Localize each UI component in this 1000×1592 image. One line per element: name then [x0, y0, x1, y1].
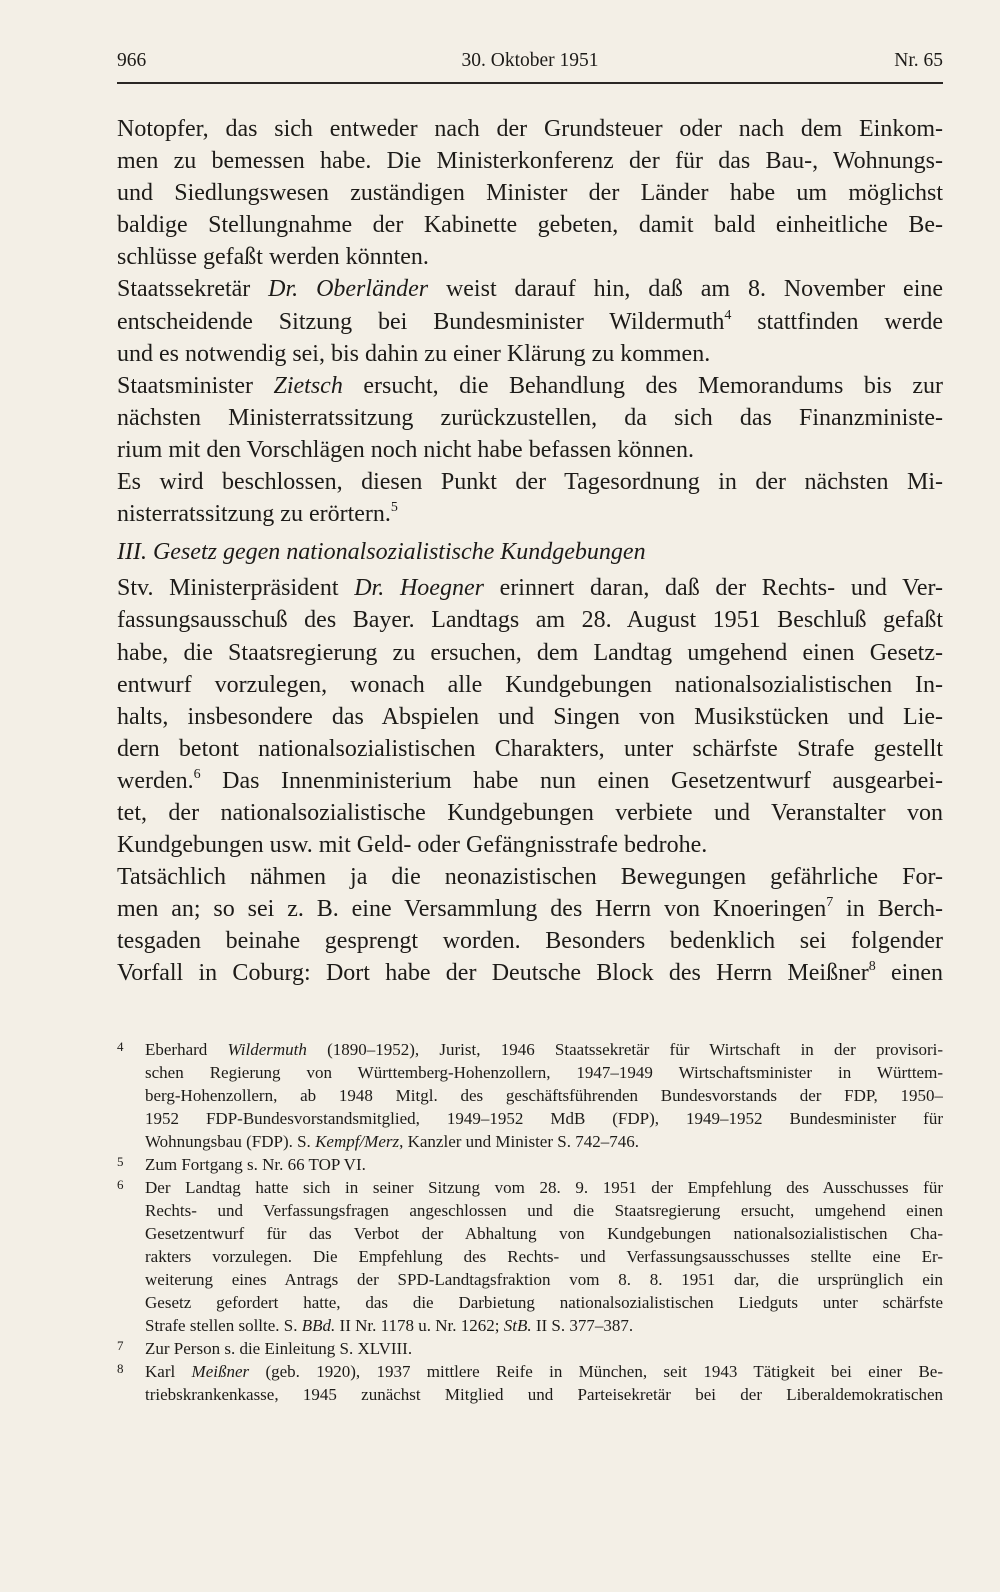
- text-line: nisterratssitzung zu erörtern.$^5$: [117, 500, 398, 528]
- footnote-ref: 6: [193, 766, 201, 782]
- text-line: nächsten Ministerratssitzung zurückzustellen, da sich das Finanzministe-: [117, 404, 943, 431]
- text-line: Stv. Ministerpräsident Dr. Hoegner erinnert daran, daß der Rechts- und Ver-: [117, 575, 943, 602]
- footnote-number: 5: [117, 1154, 124, 1169]
- footnote-number: 6: [117, 1177, 124, 1192]
- footnote-ref: 7: [826, 895, 834, 911]
- footnote-number: 7: [117, 1338, 124, 1353]
- text-line: Staatssekretär Dr. Oberländer weist darauf hin, daß am 8. November eine: [117, 276, 943, 303]
- text-line: halts, insbesondere das Abspielen und Singen von Musikstücken und Lie-: [117, 703, 943, 730]
- person-name: Dr. Oberländer: [268, 276, 429, 303]
- text-line: Vorfall in Coburg: Dort habe der Deutsche Block des Herrn Meißner$^8$ einen: [117, 959, 943, 987]
- text-line: Notopfer, das sich entweder nach der Grundsteuer oder nach dem Einkom-: [117, 116, 943, 142]
- footnote-4: [117, 1038, 943, 1153]
- footnote-line: rakters vorzulegen. Die Empfehlung des Rechts- und Verfassungsausschusses stellte eine Er-: [145, 1247, 943, 1266]
- text-line: fassungsausschuß des Bayer. Landtags am 28. August 1951 Beschluß gefaßt: [117, 607, 943, 634]
- text-line: men an; so sei z. B. eine Versammlung des Herrn von Knoeringen$^7$ in Berch-: [117, 895, 943, 923]
- footnote-7: [117, 1337, 943, 1360]
- section-heading: III. Gesetz gegen nationalsozialistische Kundgebungen: [117, 539, 646, 566]
- text-line: tesgaden beinahe gesprengt worden. Besonders bedenklich sei folgender: [117, 928, 943, 955]
- footnote-line: Zur Person s. die Einleitung S. XLVIII.: [145, 1339, 413, 1358]
- footnote-5: [117, 1153, 943, 1176]
- text-line: entscheidende Sitzung bei Bundesminister Wildermuth$^4$ stattfinden werde: [117, 307, 943, 335]
- text-line: baldige Stellungnahme der Kabinette gebeten, damit bald einheitliche Be-: [117, 212, 943, 239]
- person-name: Dr. Hoegner: [354, 575, 484, 602]
- footnote-ref: 4: [724, 307, 732, 323]
- footnote-line: Karl Meißner (geb. 1920), 1937 mittlere Reife in München, seit 1943 Tätigkeit bei einer Be-: [145, 1362, 943, 1381]
- footnote-ref: 5: [390, 500, 398, 516]
- footnote-line: Strafe stellen sollte. S. BBd. II Nr. 1178 u. Nr. 1262; StB. II S. 377–387.: [145, 1316, 634, 1335]
- footnote-8: [117, 1360, 943, 1406]
- text-line: werden.$^6$ Das Innenministerium habe nun einen Gesetzentwurf ausgearbei-: [117, 766, 943, 794]
- footnote-line: Zum Fortgang s. Nr. 66 TOP VI.: [145, 1155, 366, 1174]
- running-header: [117, 44, 943, 78]
- text-line: tet, der nationalsozialistische Kundgebungen verbiete und Veranstalter von: [117, 799, 943, 826]
- footnote-number: 8: [117, 1361, 124, 1376]
- text-line: und es notwendig sei, bis dahin zu einer Klärung zu kommen.: [117, 340, 711, 367]
- text-line: Es wird beschlossen, diesen Punkt der Tagesordnung in der nächsten Mi-: [117, 469, 943, 496]
- main-text: [117, 113, 943, 990]
- footnotes: [117, 1038, 943, 1406]
- text-line: habe, die Staatsregierung zu ersuchen, dem Landtag umgehend einen Gesetz-: [117, 639, 943, 666]
- text-line: men zu bemessen habe. Die Ministerkonferenz der für das Bau-, Wohnungs-: [117, 148, 943, 175]
- text-line: Staatsminister Zietsch ersucht, die Behandlung des Memorandums bis zur: [117, 372, 943, 399]
- footnote-6: [117, 1176, 943, 1337]
- header-date: 30. Oktober 1951: [461, 50, 599, 71]
- footnote-line: Eberhard Wildermuth (1890–1952), Jurist, 1946 Staatssekretär für Wirtschaft in der provisori-: [145, 1040, 943, 1059]
- footnote-line: 1952 FDP-Bundesvorstandsmitglied, 1949–1952 MdB (FDP), 1949–1952 Bundesminister für: [145, 1109, 943, 1128]
- footnote-line: Rechts- und Verfassungsfragen angeschlossen und die Staatsregierung ersucht, umgehend einen: [145, 1201, 943, 1220]
- footnote-line: berg-Hohenzollern, ab 1948 Mitgl. des geschäftsführenden Bundesvorstands der FDP, 1950–: [145, 1086, 943, 1105]
- header-rule: [117, 82, 943, 84]
- footnote-ref: 8: [868, 959, 876, 975]
- footnote-line: weiterung eines Antrags der SPD-Landtagsfraktion vom 8. 8. 1951 dar, die ursprünglich ein: [145, 1270, 943, 1289]
- footnote-number: 4: [117, 1039, 124, 1054]
- text-line: Tatsächlich nähmen ja die neonazistischen Bewegungen gefährliche For-: [117, 864, 943, 891]
- document-number: Nr. 65: [894, 50, 943, 71]
- person-name: Zietsch: [273, 372, 343, 399]
- footnote-line: schen Regierung von Württemberg-Hohenzollern, 1947–1949 Wirtschaftsminister in Württem-: [145, 1063, 943, 1082]
- text-line: schlüsse gefaßt werden könnten.: [117, 244, 429, 271]
- footnote-line: Gesetzentwurf für das Verbot der Abhaltung von Kundgebungen nationalsozialistischen Cha-: [145, 1224, 943, 1243]
- text-line: entwurf vorzulegen, wonach alle Kundgebungen nationalsozialistischen In-: [117, 671, 943, 698]
- text-line: rium mit den Vorschlägen noch nicht habe befassen können.: [117, 436, 694, 463]
- page-number: 966: [117, 50, 147, 71]
- footnote-line: Der Landtag hatte sich in seiner Sitzung vom 28. 9. 1951 der Empfehlung des Ausschusses für: [145, 1178, 943, 1197]
- footnote-line: triebskrankenkasse, 1945 zunächst Mitglied und Parteisekretär bei der Liberaldemokratischen: [145, 1385, 943, 1404]
- footnote-line: Gesetz gefordert hatte, das die Darbietung nationalsozialistischen Liedguts unter schärfste: [145, 1293, 943, 1312]
- text-line: und Siedlungswesen zuständigen Minister der Länder habe um möglichst: [117, 180, 943, 207]
- text-line: dern betont nationalsozialistischen Charakters, unter schärfste Strafe gestellt: [117, 735, 943, 762]
- footnote-line: Wohnungsbau (FDP). S. Kempf/Merz, Kanzler und Minister S. 742–746.: [145, 1132, 639, 1151]
- text-line: Kundgebungen usw. mit Geld- oder Gefängnisstrafe bedrohe.: [117, 832, 708, 859]
